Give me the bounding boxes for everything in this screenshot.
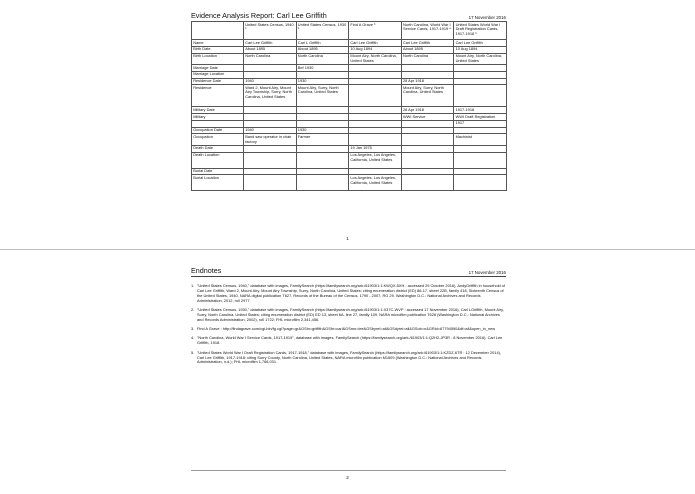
table-cell: [296, 71, 349, 78]
table-cell: [244, 145, 297, 152]
endnote-number: 1.: [191, 283, 195, 288]
table-cell: [349, 107, 402, 114]
table-cell: Mount Airy, Surry, North Carolina, United States: [296, 85, 349, 107]
table-row: [192, 85, 507, 107]
table-cell: 19 Jan 1975: [349, 145, 402, 152]
table-cell: 1917-1918: [454, 107, 507, 114]
table-cell: [296, 145, 349, 152]
table-cell: Mount Airy, Surry, North Carolina, United States: [401, 85, 454, 107]
table-cell: North Carolina: [244, 53, 297, 64]
table-cell: About 1895: [244, 46, 297, 53]
table-cell: 1930: [296, 78, 349, 85]
table-cell: 1940: [244, 78, 297, 85]
report-title: Evidence Analysis Report: Carl Lee Griffith: [191, 11, 327, 20]
table-row: [192, 145, 507, 152]
table-cell: [401, 175, 454, 191]
table-cell: Mount Airy, North Carolina, United States: [349, 53, 402, 64]
table-cell: [244, 71, 297, 78]
page-separator: [0, 249, 695, 250]
table-cell: [244, 114, 297, 121]
table-cell: Carl Lee Griffith: [349, 40, 402, 47]
row-label: Death Date: [192, 145, 244, 152]
row-label: Marriage Date: [192, 64, 244, 71]
table-cell: [454, 152, 507, 168]
source-header-row: [192, 22, 507, 40]
row-label: Burial Date: [192, 168, 244, 175]
table-cell: [244, 175, 297, 191]
table-cell: [401, 127, 454, 134]
table-cell: [244, 152, 297, 168]
table-cell: [454, 71, 507, 78]
source-header: United States World War I Draft Registration Cards, 1917-1918 ⁵: [454, 22, 507, 40]
table-cell: Ward 2, Mount Airy, Mount Airy Township, Surry, North Carolina, United States: [244, 85, 297, 107]
row-label: Burial Location: [192, 175, 244, 191]
table-cell: Carl Lee Griffith: [454, 40, 507, 47]
row-label: Birth Location: [192, 53, 244, 64]
table-row: [192, 114, 507, 121]
table-cell: [296, 175, 349, 191]
table-cell: Machinist: [454, 134, 507, 145]
table-cell: [401, 168, 454, 175]
table-row: [192, 120, 507, 127]
row-label: Marriage Location: [192, 71, 244, 78]
endnotes-date: 17 November 2016: [468, 270, 506, 275]
table-cell: Los Angeles, Los Angeles, California, United States: [349, 175, 402, 191]
source-header: North Carolina, World War I Service Cards, 1917-1919 ⁴: [401, 22, 454, 40]
table-cell: Bef 1930: [296, 64, 349, 71]
table-cell: [349, 134, 402, 145]
table-row: [192, 46, 507, 53]
endnote-number: 4.: [191, 335, 195, 341]
endnote-number: 3.: [191, 326, 195, 332]
table-cell: [454, 168, 507, 175]
table-cell: North Carolina: [401, 53, 454, 64]
endnote-number: 2.: [191, 307, 195, 313]
source-header: Find A Grave ³: [349, 22, 402, 40]
page-number: 2: [346, 475, 349, 480]
source-header: United States Census, 1940 ¹: [244, 22, 297, 40]
table-row: [192, 127, 507, 134]
table-cell: [244, 64, 297, 71]
table-cell: [244, 168, 297, 175]
table-cell: Mount Airy, North Carolina, United States: [454, 53, 507, 64]
table-row: [192, 78, 507, 85]
table-row: [192, 64, 507, 71]
evidence-table: [191, 21, 507, 191]
table-cell: Band saw operator in chair factory: [244, 134, 297, 145]
table-cell: [349, 114, 402, 121]
table-cell: [244, 107, 297, 114]
table-cell: [349, 127, 402, 134]
table-cell: WWI Draft Registration: [454, 114, 507, 121]
table-cell: [296, 152, 349, 168]
endnote-item: [191, 284, 506, 304]
table-cell: [401, 145, 454, 152]
corner-cell: [192, 22, 244, 40]
table-cell: [349, 168, 402, 175]
table-row: [192, 134, 507, 145]
row-label: Residence Date: [192, 78, 244, 85]
row-label: Military: [192, 114, 244, 121]
table-cell: About 1895: [296, 46, 349, 53]
table-row: [192, 168, 507, 175]
row-label: Death Location: [192, 152, 244, 168]
endnote-item: [191, 308, 506, 323]
endnote-text: "United States Census, 1930," database with images, FamilySearch (https://familysearch.org/ark:/61903/1:1:X37C-WVP : accessed 17 November 2016), Carl LGriffith, Mount Airy, Surry, North Carolina, United States; citing enumeration district (ED) ED 13, sheet 6A, line 27, family 109, NARA microfilm publication T626 (Washington D.C.: National Archives and Records Administration, 2002), roll 1722; FHL microfilm 2,341,456.: [197, 307, 504, 322]
table-row: [192, 71, 507, 78]
table-cell: [454, 145, 507, 152]
endnote-text: Find A Grave : http://findagrave.com/cgi-bin/fg.cgi?page=gr&GSln=griffith&GSfn=carl&GSmn=lee&GSbyrel=all&GSdyrel=all&GSob=n&GRid=67794590&df=all&open_in_new: [197, 326, 496, 332]
table-cell: Farmer: [296, 134, 349, 145]
table-cell: [349, 85, 402, 107]
table-cell: Los Angeles, Los Angeles, California, United States: [349, 152, 402, 168]
table-cell: [349, 120, 402, 127]
table-cell: [401, 134, 454, 145]
row-label: [192, 120, 244, 127]
table-row: [192, 107, 507, 114]
endnotes-list: [191, 284, 506, 370]
table-cell: [349, 78, 402, 85]
table-cell: [401, 152, 454, 168]
table-cell: [454, 78, 507, 85]
row-label: Birth Date: [192, 46, 244, 53]
row-label: Name: [192, 40, 244, 47]
table-row: [192, 152, 507, 168]
table-cell: 1940: [244, 127, 297, 134]
table-cell: Carl Lee Griffith: [401, 40, 454, 47]
table-cell: 28 Apr 1918: [401, 78, 454, 85]
endnote-item: [191, 351, 506, 366]
table-cell: Carl L Griffith: [296, 40, 349, 47]
endnote-text: "United States World War I Draft Registration Cards, 1917-1918," database with images, FamilySearch (https://familysearch.org/ark:/61903/1:1:KZDZ-6TR : 12 December 2014), Carl Lee Griffith, 1917-1918; citing Surry County, North Carolina, United States, NARA microfilm publication M1509 (Washington D.C.: National Archives and Records Administration, n.d.); FHL microfilm 1,766,031.: [197, 349, 501, 365]
table-cell: [454, 85, 507, 107]
table-cell: [296, 168, 349, 175]
row-label: Occupation: [192, 134, 244, 145]
table-cell: Carl Lee Griffith: [244, 40, 297, 47]
endnote-item: [191, 336, 506, 346]
table-cell: [454, 64, 507, 71]
table-cell: 28 Apr 1918: [401, 107, 454, 114]
footer-divider: [191, 470, 506, 471]
row-label: Residence: [192, 85, 244, 107]
table-cell: 10 Aug 1894: [454, 46, 507, 53]
table-cell: [401, 71, 454, 78]
row-label: Occupation Date: [192, 127, 244, 134]
table-cell: [401, 64, 454, 71]
table-cell: [244, 120, 297, 127]
table-cell: [296, 107, 349, 114]
table-row: [192, 175, 507, 191]
table-cell: 1917: [454, 120, 507, 127]
page-number: 1: [346, 236, 349, 241]
table-cell: 1930: [296, 127, 349, 134]
endnote-number: 5.: [191, 349, 195, 355]
table-cell: [454, 175, 507, 191]
table-cell: [349, 64, 402, 71]
table-cell: [296, 120, 349, 127]
table-row: [192, 40, 507, 47]
page-header: [191, 264, 506, 277]
table-cell: 10 Aug 1894: [349, 46, 402, 53]
endnote-text: "United States Census, 1940," database with images, FamilySearch (https://familysearch.org/ark:/61903/1:1:KWQX-5XH : accessed 29 October 2016), AndyGriffith in household of Carl Lee Griffith, Ward 2, Mount Airy, Mount Airy Township, Surry, North Carolina, United States; citing enumeration district (ED) 86-17, sheet 22B, family 418, Sixteenth Census of the United States, 1940, NARA digital publication T627. Records of the Bureau of the Census, 1790 - 2007, RG 29. Washington D.C.: National Archives and Records Administration, 2012, roll 2977.: [197, 283, 506, 303]
table-row: [192, 53, 507, 64]
row-label: Military Date: [192, 107, 244, 114]
table-cell: [454, 127, 507, 134]
endnote-item: [191, 327, 506, 332]
endnote-text: "North Carolina, World War I Service Cards, 1917-1919", database with images, FamilySearch (https://familysearch.org/ark:/61903/1:1:Q2H2-JP3R : 8 November 2016), Carl Lee Griffith, 1918.: [197, 335, 503, 346]
source-header: United States Census, 1930 ²: [296, 22, 349, 40]
table-cell: [401, 120, 454, 127]
endnotes-title: Endnotes: [191, 266, 222, 275]
table-cell: North Carolina: [296, 53, 349, 64]
report-date: 17 November 2016: [468, 15, 506, 20]
table-cell: About 1895: [401, 46, 454, 53]
report-page-2: [0, 252, 695, 494]
table-cell: [296, 114, 349, 121]
table-cell: [349, 71, 402, 78]
table-cell: WWI Service: [401, 114, 454, 121]
